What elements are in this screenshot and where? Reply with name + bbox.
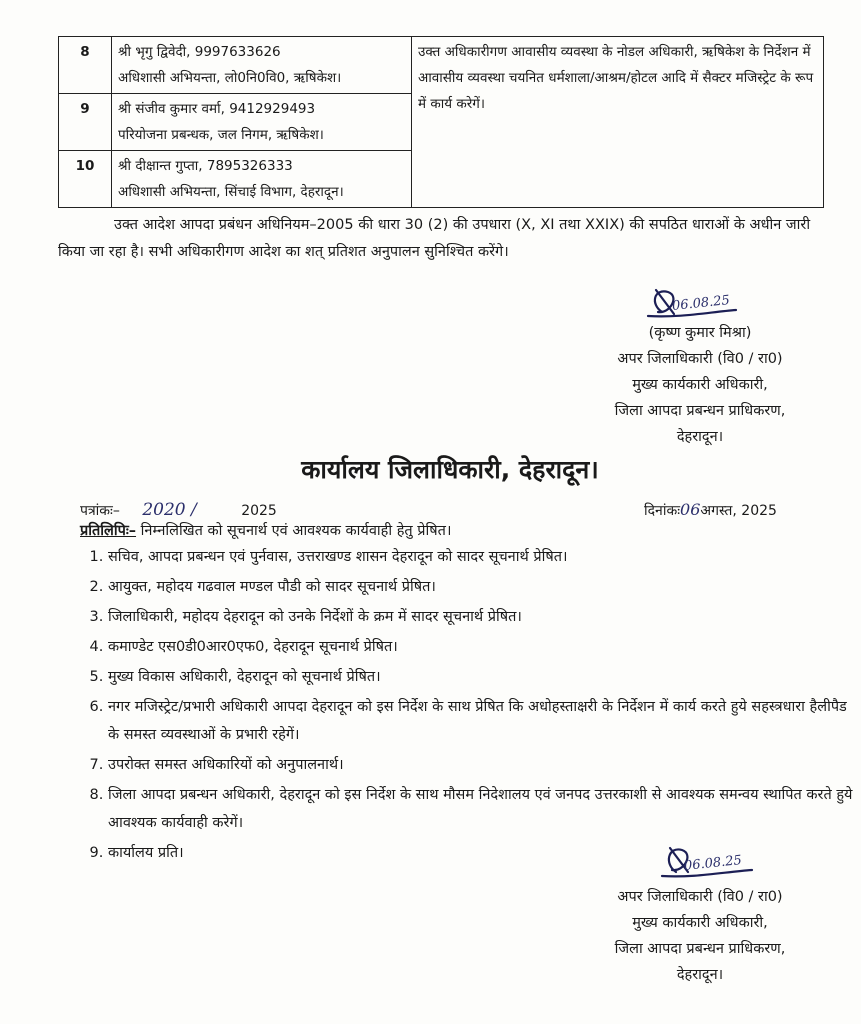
officer-designation: परियोजना प्रबन्धक, जल निगम, ऋषिकेश। bbox=[118, 127, 324, 143]
table-row bbox=[59, 37, 824, 94]
office-title: कार्यालय जिलाधिकारी, देहरादून। bbox=[301, 455, 599, 484]
patrank-number: 2020 / bbox=[142, 500, 197, 520]
officer-cell bbox=[112, 94, 412, 151]
signatory-line: मुख्य कार्यकारी अधिकारी, bbox=[632, 377, 768, 393]
patrank-label: पत्रांकः– bbox=[80, 503, 120, 519]
row-number: 10 bbox=[59, 151, 112, 208]
officer-designation: अधिशासी अभियन्ता, लो0नि0वि0, ऋषिकेश। bbox=[118, 70, 342, 86]
order-paragraph: उक्त आदेश आपदा प्रबंधन अधिनियम–2005 की धारा 30 (2) की उपधारा (X, XI तथा XXIX) की सपठित धाराओं के अधीन जारी किया जा रहा है। सभी अधिकारीगण आदेश का शत् प्रतिशत अनुपालन सुनिश्चित करेंगे। bbox=[58, 217, 811, 260]
officer-designation: अधिशासी अभियन्ता, सिंचाई विभाग, देहरादून। bbox=[118, 184, 344, 200]
signatory-name: (कृष्ण कुमार मिश्रा) bbox=[648, 325, 752, 341]
signature-date: 06.08.25 bbox=[671, 293, 731, 314]
row-number: 8 bbox=[59, 37, 112, 94]
signatory-line: अपर जिलाधिकारी (वि0 / रा0) bbox=[617, 351, 783, 367]
officer-cell bbox=[112, 37, 412, 94]
list-item: 6. नगर मजिस्ट्रेट/प्रभारी अधिकारी आपदा देहरादून को इस निर्देश के साथ प्रेषित कि अधोहस्ताक्षरी के निर्देशन में कार्य करते हुये सहस्त्रधारा हैलीपैड के समस्त व्यवस्थाओं के प्रभारी रहेगें। bbox=[108, 693, 858, 749]
list-item: 5. मुख्य विकास अधिकारी, देहरादून को सूचनार्थ प्रेषित। bbox=[108, 663, 858, 691]
list-item: 4. कमाण्डेट एस0डी0आर0एफ0, देहरादून सूचनार्थ प्रेषित। bbox=[108, 633, 858, 661]
signatory-line: अपर जिलाधिकारी (वि0 / रा0) bbox=[617, 889, 783, 905]
officers-table bbox=[58, 36, 824, 208]
officer-name: श्री भृगु द्विवेदी, 9997633626 bbox=[118, 44, 281, 60]
signatory-line: मुख्य कार्यकारी अधिकारी, bbox=[632, 915, 768, 931]
list-item: 3. जिलाधिकारी, महोदय देहरादून को उनके निर्देशों के क्रम में सादर सूचनार्थ प्रेषित। bbox=[108, 603, 858, 631]
signatory-line: जिला आपदा प्रबन्धन प्राधिकरण, bbox=[614, 403, 786, 419]
dinank-rest: अगस्त, 2025 bbox=[700, 503, 777, 519]
signatory-line: देहरादून। bbox=[676, 429, 724, 445]
list-item: 9. कार्यालय प्रति। bbox=[108, 839, 858, 867]
copy-to-intro: निम्नलिखित को सूचनार्थ एवं आवश्यक कार्यवाही हेतु प्रेषित। bbox=[140, 523, 452, 539]
duty-note: उक्त अधिकारीगण आवासीय व्यवस्था के नोडल अधिकारी, ऋषिकेश के निर्देशन में आवासीय व्यवस्था चयनित धर्मशाला/आश्रम/होटल आदि में सैक्टर मजिस्ट्रेट के रूप में कार्य करेगें। bbox=[412, 37, 824, 208]
signature-date: 06.08.25 bbox=[683, 853, 743, 874]
dinank-label: दिनांकः bbox=[644, 503, 681, 519]
dinank-day: 06 bbox=[680, 500, 701, 519]
letter-date bbox=[644, 500, 777, 520]
patrank-year: 2025 bbox=[241, 503, 277, 519]
letter-number bbox=[80, 500, 277, 520]
signatory-line: देहरादून। bbox=[676, 967, 724, 983]
list-item: 1. सचिव, आपदा प्रबन्धन एवं पुर्नवास, उत्तराखण्ड शासन देहरादून को सादर सूचनार्थ प्रेषित। bbox=[108, 543, 858, 571]
officer-name: श्री दीक्षान्त गुप्ता, 7895326333 bbox=[118, 158, 293, 174]
officer-cell bbox=[112, 151, 412, 208]
list-item: 8. जिला आपदा प्रबन्धन अधिकारी, देहरादून को इस निर्देश के साथ मौसम निदेशालय एवं जनपद उत्तरकाशी से आवश्यक समन्वय स्थापित करते हुये आवश्यक कार्यवाही करेगें। bbox=[108, 781, 858, 837]
list-item: 2. आयुक्त, महोदय गढवाल मण्डल पौडी को सादर सूचनार्थ प्रेषित। bbox=[108, 573, 858, 601]
officer-name: श्री संजीव कुमार वर्मा, 9412929493 bbox=[118, 101, 316, 117]
list-item: 7. उपरोक्त समस्त अधिकारियों को अनुपालनार्थ। bbox=[108, 751, 858, 779]
copy-to-list bbox=[80, 543, 858, 869]
copy-to-heading bbox=[80, 520, 451, 540]
signatory-line: जिला आपदा प्रबन्धन प्राधिकरण, bbox=[614, 941, 786, 957]
row-number: 9 bbox=[59, 94, 112, 151]
copy-to-label: प्रतिलिपिः– bbox=[80, 523, 137, 539]
